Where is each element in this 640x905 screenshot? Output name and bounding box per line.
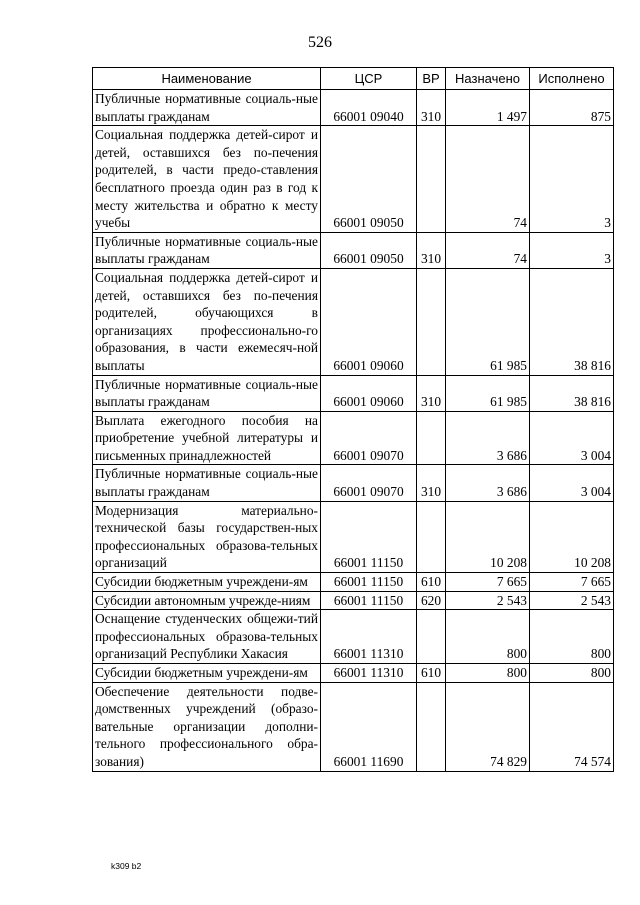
table-row	[93, 375, 614, 411]
row-csr: 66001 09040	[321, 90, 417, 126]
document-code: k309 b2	[111, 861, 142, 871]
row-csr: 66001 11150	[321, 573, 417, 592]
row-csr: 66001 09070	[321, 411, 417, 465]
row-executed: 3	[530, 232, 614, 268]
row-executed: 38 816	[530, 375, 614, 411]
row-csr: 66001 09060	[321, 268, 417, 375]
row-csr: 66001 11690	[321, 682, 417, 771]
row-executed: 7 665	[530, 573, 614, 592]
row-name: Оснащение студенческих общежи-тий профессиональных образова-тельных организаций Республики Хакасия	[93, 610, 321, 664]
row-executed: 3 004	[530, 411, 614, 465]
row-planned: 7 665	[446, 573, 530, 592]
row-csr: 66001 09050	[321, 232, 417, 268]
table-row	[93, 232, 614, 268]
row-name: Субсидии бюджетным учреждени-ям	[93, 573, 321, 592]
row-csr: 66001 11310	[321, 610, 417, 664]
row-vr: 310	[417, 232, 446, 268]
row-csr: 66001 09060	[321, 375, 417, 411]
row-vr	[417, 126, 446, 233]
row-name: Обеспечение деятельности подве-домственных учреждений (образо-вательные организации дополни-тельного профессионального обра-зования)	[93, 682, 321, 771]
row-name: Публичные нормативные социаль-ные выплаты гражданам	[93, 232, 321, 268]
row-vr: 310	[417, 90, 446, 126]
row-executed: 800	[530, 664, 614, 683]
row-csr: 66001 09070	[321, 465, 417, 501]
row-planned: 3 686	[446, 411, 530, 465]
row-executed: 3 004	[530, 465, 614, 501]
table-row	[93, 591, 614, 610]
row-csr: 66001 11310	[321, 664, 417, 683]
table-row	[93, 465, 614, 501]
header-executed: Исполнено	[530, 68, 614, 90]
header-vr: ВР	[417, 68, 446, 90]
table-row	[93, 90, 614, 126]
row-executed: 800	[530, 610, 614, 664]
row-name: Социальная поддержка детей-сирот и детей, оставшихся без по-печения родителей, в части предо-ставления бесплатного проезда один раз в год к месту жительства и обратно к месту учебы	[93, 126, 321, 233]
row-name: Социальная поддержка детей-сирот и детей, оставшихся без по-печения родителей, обучающихся в организациях профессионально-го образования, в части ежемесяч-ной выплаты	[93, 268, 321, 375]
header-csr: ЦСР	[321, 68, 417, 90]
row-vr	[417, 268, 446, 375]
row-name: Модернизация материально-технической базы государствен-ных профессиональных образова-тельных организаций	[93, 501, 321, 572]
row-vr: 310	[417, 465, 446, 501]
table-row	[93, 610, 614, 664]
table-header-row	[93, 68, 614, 90]
row-planned: 74 829	[446, 682, 530, 771]
row-planned: 800	[446, 610, 530, 664]
row-vr: 610	[417, 573, 446, 592]
row-executed: 74 574	[530, 682, 614, 771]
row-vr: 310	[417, 375, 446, 411]
row-vr: 610	[417, 664, 446, 683]
row-name: Выплата ежегодного пособия на приобретение учебной литературы и письменных принадлежностей	[93, 411, 321, 465]
page-number: 526	[308, 34, 332, 51]
row-vr: 620	[417, 591, 446, 610]
row-planned: 10 208	[446, 501, 530, 572]
row-name: Субсидии автономным учрежде-ниям	[93, 591, 321, 610]
row-planned: 61 985	[446, 268, 530, 375]
row-planned: 61 985	[446, 375, 530, 411]
row-planned: 2 543	[446, 591, 530, 610]
row-name: Публичные нормативные социаль-ные выплаты гражданам	[93, 90, 321, 126]
header-name: Наименование	[93, 68, 321, 90]
row-planned: 74	[446, 232, 530, 268]
table-row	[93, 664, 614, 683]
row-executed: 10 208	[530, 501, 614, 572]
header-planned: Назначено	[446, 68, 530, 90]
row-executed: 875	[530, 90, 614, 126]
row-csr: 66001 11150	[321, 591, 417, 610]
row-csr: 66001 09050	[321, 126, 417, 233]
row-executed: 38 816	[530, 268, 614, 375]
table-row	[93, 268, 614, 375]
table-row	[93, 573, 614, 592]
table-row	[93, 501, 614, 572]
row-planned: 3 686	[446, 465, 530, 501]
row-name: Публичные нормативные социаль-ные выплаты гражданам	[93, 465, 321, 501]
row-vr	[417, 411, 446, 465]
row-name: Публичные нормативные социаль-ные выплаты гражданам	[93, 375, 321, 411]
table-row	[93, 682, 614, 771]
row-planned: 74	[446, 126, 530, 233]
table-row	[93, 126, 614, 233]
row-planned: 800	[446, 664, 530, 683]
budget-table	[92, 67, 614, 772]
row-csr: 66001 11150	[321, 501, 417, 572]
row-executed: 2 543	[530, 591, 614, 610]
table-row	[93, 411, 614, 465]
table-body	[93, 90, 614, 772]
row-vr	[417, 501, 446, 572]
row-executed: 3	[530, 126, 614, 233]
row-planned: 1 497	[446, 90, 530, 126]
row-name: Субсидии бюджетным учреждени-ям	[93, 664, 321, 683]
row-vr	[417, 610, 446, 664]
row-vr	[417, 682, 446, 771]
